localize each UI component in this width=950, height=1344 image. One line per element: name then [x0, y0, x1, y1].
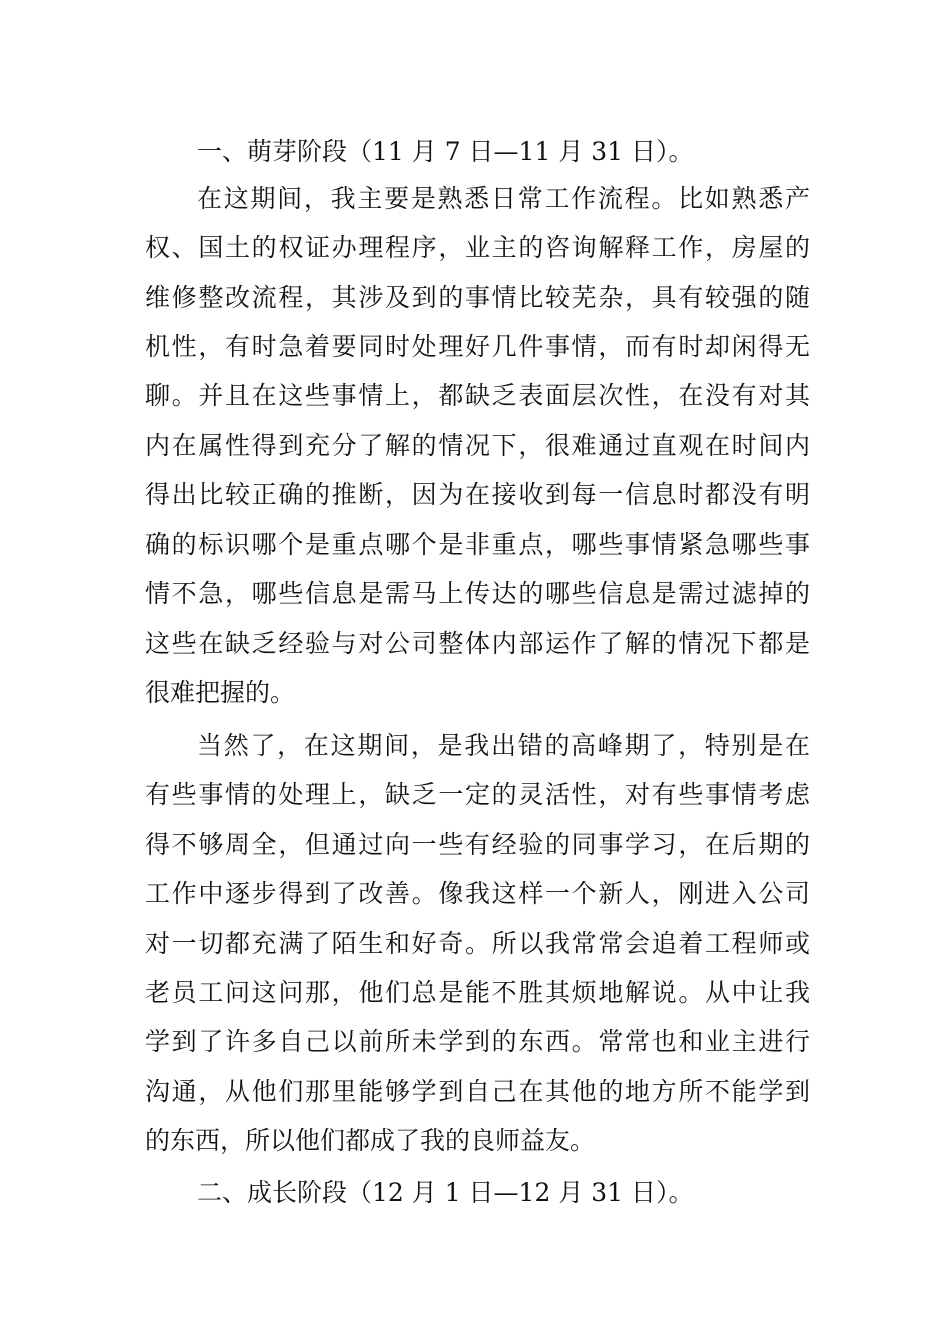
paragraph-line: 在这期间，我主要是熟悉日常工作流程。比如熟悉产 — [197, 184, 810, 213]
paragraph-line: 学到了许多自己以前所未学到的东西。常常也和业主进行 — [145, 1027, 810, 1056]
paragraph-line: 这些在缺乏经验与对公司整体内部运作了解的情况下都是 — [145, 629, 810, 658]
paragraph-line: 维修整改流程，其涉及到的事情比较芜杂，具有较强的随 — [145, 283, 810, 312]
paragraph-line: 机性，有时急着要同时处理好几件事情，而有时却闲得无 — [145, 332, 810, 361]
paragraph-line: 聊。并且在这些事情上，都缺乏表面层次性，在没有对其 — [145, 381, 810, 410]
paragraph-line: 对一切都充满了陌生和好奇。所以我常常会追着工程师或 — [145, 929, 810, 958]
section-heading-2: 二、成长阶段（12 月 1 日—12 月 31 日）。 — [197, 1178, 694, 1207]
paragraph-line: 的东西，所以他们都成了我的良师益友。 — [145, 1126, 596, 1155]
paragraph-line: 得不够周全，但通过向一些有经验的同事学习，在后期的 — [145, 830, 810, 859]
paragraph-line: 有些事情的处理上，缺乏一定的灵活性，对有些事情考虑 — [145, 780, 810, 809]
paragraph-line: 当然了，在这期间，是我出错的高峰期了，特别是在 — [197, 731, 810, 760]
paragraph-line: 得出比较正确的推断，因为在接收到每一信息时都没有明 — [145, 480, 810, 509]
section-heading-1: 一、萌芽阶段（11 月 7 日—11 月 31 日）。 — [197, 137, 694, 166]
paragraph-line: 内在属性得到充分了解的情况下，很难通过直观在时间内 — [145, 431, 810, 460]
paragraph-line: 沟通，从他们那里能够学到自己在其他的地方所不能学到 — [145, 1077, 810, 1106]
paragraph-line: 权、国土的权证办理程序，业主的咨询解释工作，房屋的 — [145, 233, 810, 262]
paragraph-line: 工作中逐步得到了改善。像我这样一个新人，刚进入公司 — [145, 879, 810, 908]
paragraph-line: 很难把握的。 — [145, 678, 296, 707]
paragraph-line: 老员工问这问那，他们总是能不胜其烦地解说。从中让我 — [145, 978, 810, 1007]
paragraph-line: 情不急，哪些信息是需马上传达的哪些信息是需过滤掉的 — [145, 579, 810, 608]
paragraph-line: 确的标识哪个是重点哪个是非重点，哪些事情紧急哪些事 — [145, 530, 810, 559]
